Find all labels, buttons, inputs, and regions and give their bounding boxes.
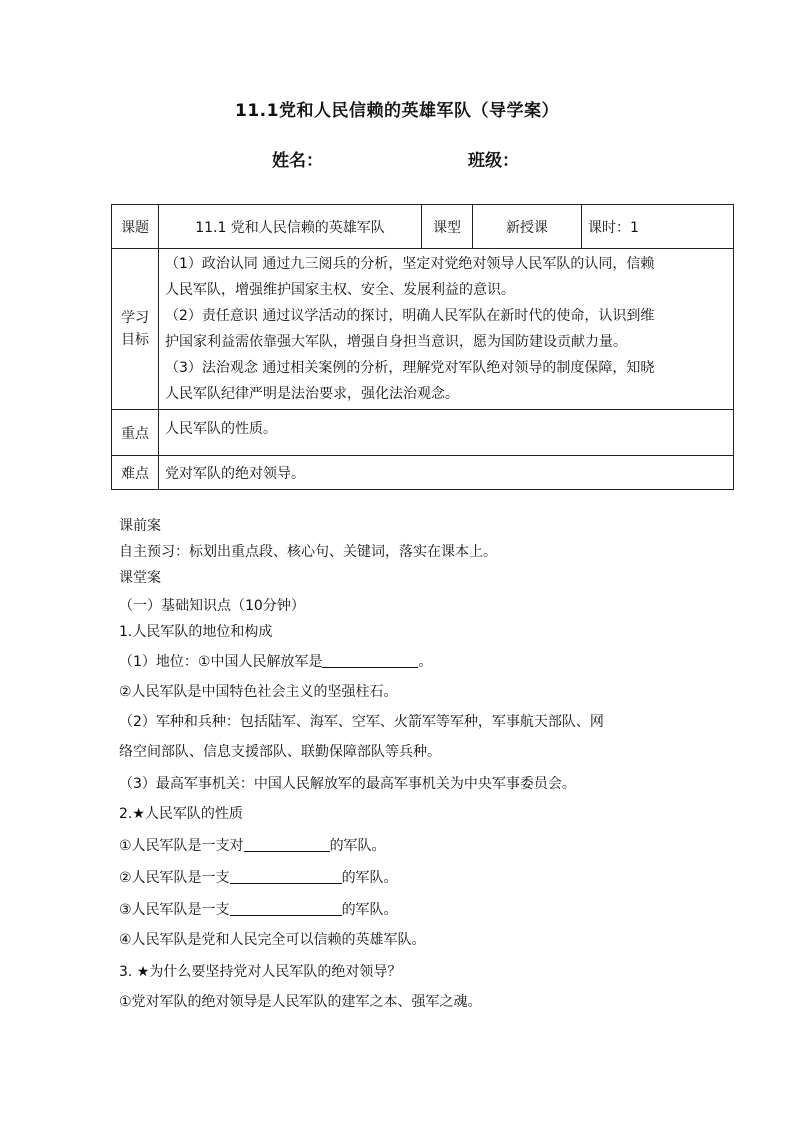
name-label: 姓名： [272, 151, 323, 171]
goal-line: （2）责任意识 通过议学活动的探讨，明确人民军队在新时代的使命，认识到维 [165, 308, 655, 324]
goal-line: 护国家利益需依靠强大军队，增强自身担当意识，愿为国防建设贡献力量。 [165, 334, 627, 350]
text-line: ④人民军队是党和人民完全可以信赖的英雄军队。 [119, 932, 426, 948]
answer-blank[interactable] [230, 901, 342, 916]
lesson-info-table [111, 204, 734, 490]
key-value: 人民军队的性质。 [159, 410, 734, 456]
in-class-heading: 课堂案 [119, 570, 161, 586]
pre-class-heading: 课前案 [119, 518, 161, 534]
goals-content [159, 249, 734, 410]
topic-value: 11.1 党和人民信赖的英雄军队 [159, 205, 422, 249]
topic-row [112, 205, 734, 249]
document-title: 11.1党和人民信赖的英雄军队（导学案） [235, 101, 559, 121]
key-label: 重点 [112, 410, 159, 456]
section-heading: （一）基础知识点（10分钟） [119, 598, 305, 614]
item-heading: 1.人民军队的地位和构成 [119, 624, 273, 640]
text-line: （3）最高军事机关：中国人民解放军的最高军事机关为中央军事委员会。 [119, 776, 576, 792]
key-row [112, 410, 734, 456]
goals-row [112, 249, 734, 410]
text-line: ②人民军队是中国特色社会主义的坚强柱石。 [119, 684, 398, 700]
item-heading: 2.★人民军队的性质 [119, 806, 243, 822]
fill-blank-line: （1）地位：①中国人民解放军是 。 [119, 654, 433, 670]
difficult-value: 党对军队的绝对领导。 [159, 456, 734, 490]
topic-label: 课题 [112, 205, 159, 249]
goal-line: （1）政治认同 通过九三阅兵的分析，坚定对党绝对领导人民军队的认同，信赖 [165, 256, 655, 272]
goals-label: 学习目标 [112, 249, 159, 410]
answer-blank[interactable] [230, 869, 342, 884]
difficult-label: 难点 [112, 456, 159, 490]
text-line: 络空间部队、信息支援部队、联勤保障部队等兵种。 [119, 744, 441, 760]
fill-blank-line: ①人民军队是一支对 的军队。 [119, 838, 386, 854]
hours-value: 课时：1 [582, 205, 734, 249]
fill-blank-line: ②人民军队是一支 的军队。 [119, 870, 398, 886]
goal-line: 人民军队纪律严明是法治要求，强化法治观念。 [165, 386, 459, 402]
preview-text: 自主预习：标划出重点段、核心句、关键词，落实在课本上。 [119, 544, 497, 560]
answer-blank[interactable] [322, 653, 418, 668]
fill-blank-line: ③人民军队是一支 的军队。 [119, 902, 398, 918]
class-label: 班级： [468, 151, 519, 171]
goal-line: 人民军队，增强维护国家主权、安全、发展利益的意识。 [165, 282, 515, 298]
difficult-row [112, 456, 734, 490]
item-heading: 3. ★为什么要坚持党对人民军队的绝对领导？ [119, 964, 402, 980]
text-line: ①党对军队的绝对领导是人民军队的建军之本、强军之魂。 [119, 994, 482, 1010]
type-value: 新授课 [473, 205, 582, 249]
answer-blank[interactable] [244, 837, 330, 852]
goal-line: （3）法治观念 通过相关案例的分析，理解党对军队绝对领导的制度保障，知晓 [165, 360, 655, 376]
text-line: （2）军种和兵种：包括陆军、海军、空军、火箭军等军种，军事航天部队、网 [119, 714, 604, 730]
type-label: 课型 [422, 205, 473, 249]
